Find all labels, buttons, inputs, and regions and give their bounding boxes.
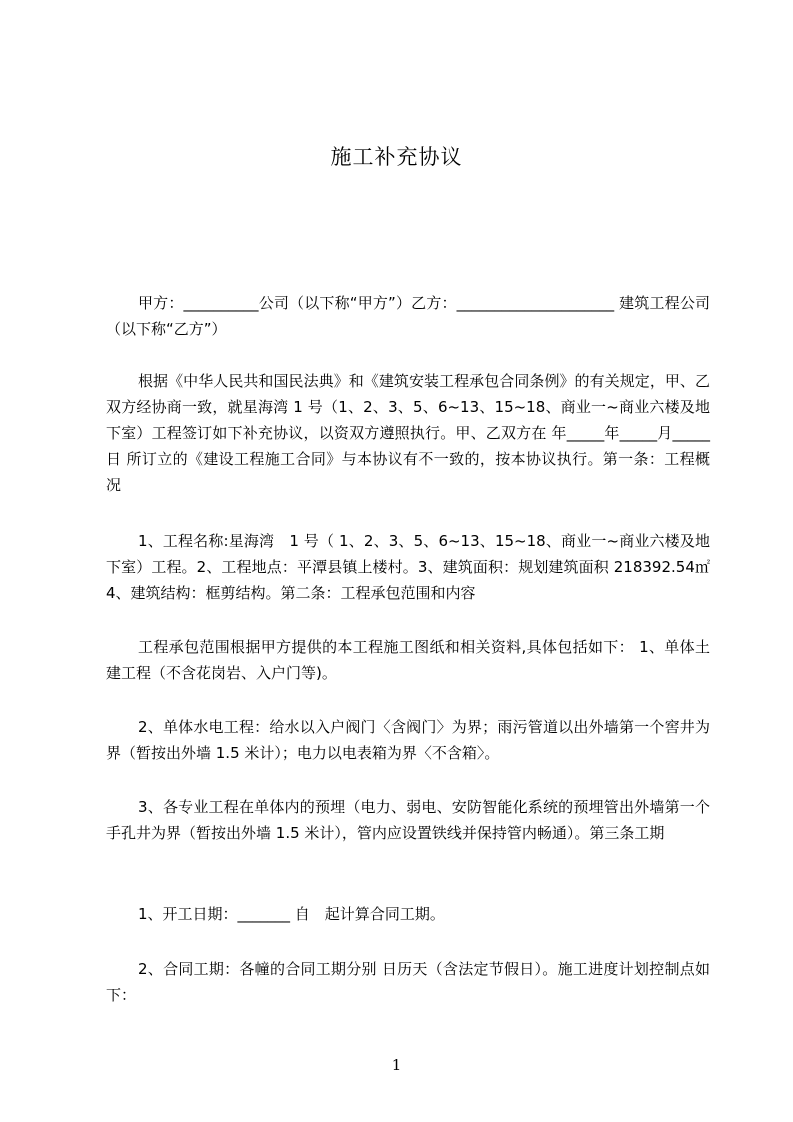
paragraph-start-date: 1、开工日期：_______ 自 起计算合同工期。 — [138, 905, 445, 923]
paragraph-embedded-works: 3、各专业工程在单体内的预埋（电力、弱电、安防智能化系统的预埋管出外墙第一个手孔井为界（暂按出外墙 1.5 米计），管内应设置铁线并保持管内畅通）。第三条工期 — [106, 798, 710, 842]
document-title: 施工补充协议 — [330, 145, 463, 169]
paragraph-parties: 甲方：__________公司（以下称“甲方”）乙方：_____________________ 建筑工程公司（以下称“乙方”） — [106, 294, 710, 338]
paragraph-basis: 根据《中华人民共和国民法典》和《建筑安装工程承包合同条例》的有关规定，甲、乙双方经协商一致，就星海湾 1 号（1、2、3、5、6~13、15~18、商业一~商业六楼及地下室）工程签订如下补充协议，以资双方遵照执行。甲、乙双方在 年_____年_____月_____日 所订立的《建设工程施工合同》与本协议有不一致的，按本协议执行。第一条：工程概况 — [106, 372, 710, 494]
page-number: 1 — [391, 1056, 402, 1074]
paragraph-scope: 工程承包范围根据甲方提供的本工程施工图纸和相关资料,具体包括如下： 1、单体土建工程（不含花岗岩、入户门等)。 — [106, 638, 710, 682]
paragraph-project-overview: 1、工程名称:星海湾 1 号（ 1、2、3、5、6~13、15~18、商业一~商业六楼及地下室）工程。2、工程地点：平潭县镇上楼村。3、建筑面积：规划建筑面积 218392.54㎡ 4、建筑结构：框剪结构。第二条：工程承包范围和内容 — [106, 532, 710, 602]
paragraph-water-electric: 2、单体水电工程：给水以入户阀门〈含阀门〉为界；雨污管道以出外墙第一个窖井为界（暂按出外墙 1.5 米计）；电力以电表箱为界〈不含箱〉。 — [106, 718, 710, 762]
paragraph-contract-period: 2、合同工期：各幢的合同工期分别 日历天（含法定节假日）。施工进度计划控制点如下： — [106, 960, 710, 1004]
